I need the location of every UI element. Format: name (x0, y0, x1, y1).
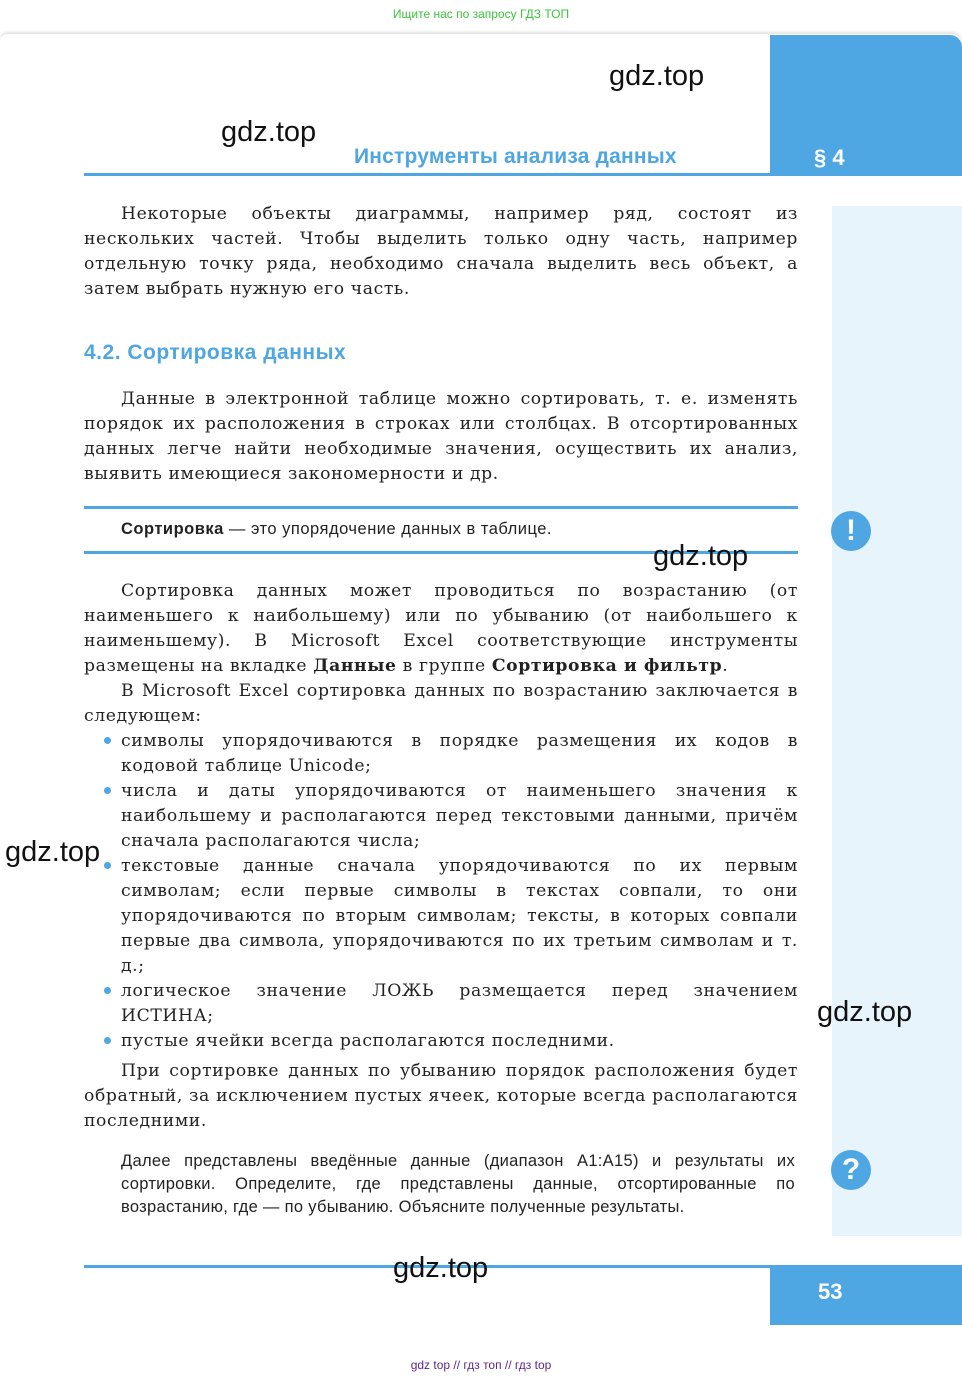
header-rule (84, 173, 770, 176)
watermark: gdz.top (5, 836, 101, 868)
margin-strip (832, 206, 962, 1236)
watermark: gdz.top (653, 540, 749, 572)
definition-top-rule (84, 506, 798, 509)
list-item: символы упорядочиваются в порядке размещения их кодов в кодовой таблице Unicode; (84, 729, 798, 779)
definition-term: Сортировка (121, 520, 224, 538)
section-body (84, 579, 798, 1134)
section-paragraph-2: Сортировка данных может проводиться по возрастанию (от наименьшего к наибольшему) или по убыванию (от наибольшего к наименьшему). В Microsoft Excel соответствующие инструменты размещены на вкладке Данные в группе Сортировка и фильтр. (84, 581, 798, 676)
top-banner (0, 0, 962, 32)
bullet-icon (104, 862, 111, 869)
top-banner-text: Ищите нас по запросу ГДЗ ТОП (392, 7, 570, 21)
bullet-icon (104, 787, 111, 794)
list-item: пустые ячейки всегда располагаются последними. (84, 1029, 798, 1054)
bullet-icon (104, 737, 111, 744)
watermark: gdz.top (393, 1252, 489, 1284)
intro-paragraph: Некоторые объекты диаграммы, например ряд, состоят из нескольких частей. Чтобы выделить только одну часть, например отдельную точку ряда, необходимо сначала выделить весь объект, а затем выбрать нужную его часть. (84, 204, 798, 299)
bottom-links[interactable]: gdz top // гдз топ // гдз top (410, 1358, 552, 1372)
section-title: 4.2. Сортировка данных (84, 341, 347, 364)
sorting-rules-list (84, 729, 798, 1054)
list-item: числа и даты упорядочиваются от наименьшего значения к наибольшему и располагаются перед текстовыми данными, причём сначала располагаются числа; (84, 779, 798, 854)
definition-box (121, 520, 552, 539)
chapter-title: Инструменты анализа данных (354, 145, 677, 168)
bullet-icon (104, 1037, 111, 1044)
watermark: gdz.top (609, 60, 705, 92)
exclamation-icon: ! (831, 511, 871, 551)
section-paragraph-4: При сортировке данных по убыванию порядок расположения будет обратный, за исключением пустых ячеек, которые всегда располагаются последними. (84, 1061, 798, 1131)
question-icon: ? (831, 1150, 871, 1190)
watermark: gdz.top (817, 996, 913, 1028)
list-item: логическое значение ЛОЖЬ размещается перед значением ИСТИНА; (84, 979, 798, 1029)
paragraph-label: § 4 (814, 145, 845, 170)
footer-accent-block (770, 1265, 962, 1325)
section-paragraph-3: В Microsoft Excel сортировка данных по возрастанию заключается в следующем: (84, 681, 798, 726)
header-accent-block (770, 35, 962, 176)
question-text: Далее представлены введённые данные (диапазон A1:A15) и результаты их сортировки. Определите, где представлены данные, отсортированные по возрастанию, где — по убыванию. Объясните полученные результаты. (121, 1152, 795, 1216)
definition-text: — это упорядочение данных в таблице. (223, 520, 552, 538)
page-number: 53 (818, 1279, 843, 1304)
section-paragraph-1: Данные в электронной таблице можно сортировать, т. е. изменять порядок их расположения в строках или столбцах. В отсортированных данных легче найти необходимые значения, осуществить их анализ, выявить имеющиеся закономерности и др. (84, 389, 798, 484)
watermark: gdz.top (221, 116, 317, 148)
list-item: текстовые данные сначала упорядочиваются по их первым символам; если первые символы в текстах совпали, то они упорядочиваются по вторым символам; тексты, в которых совпали первые два символа, упорядочиваются по их третьим символам и т. д.; (84, 854, 798, 979)
bullet-icon (104, 987, 111, 994)
